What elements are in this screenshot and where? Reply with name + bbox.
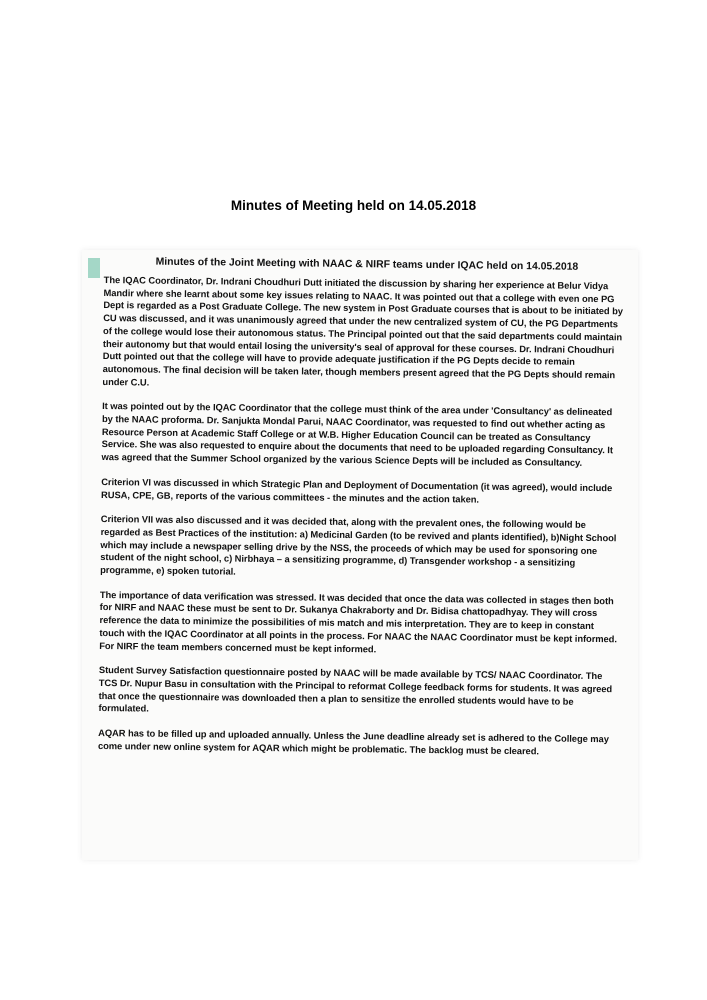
- paragraph-aqar: AQAR has to be filled up and uploaded annually. Unless the June deadline already set is adhered to the College may come under new online system for AQAR which might be problematic. The backlog must be cleared.: [97, 728, 609, 757]
- paragraph-pg-departments: The IQAC Coordinator, Dr. Indrani Choudhuri Dutt initiated the discussion by sharing her experience at Belur Vidya Mandir where she learnt about some key issues relating to NAAC. It was pointed out that a college with even one PG Dept is regarded as a Post Graduate College. The new system in Post Graduate courses that is about to be initiated by CU was discussed, and it was unanimously agreed that under the new centralized system of CU, the PG Departments of the college would lose their autonomous status. The Principal pointed out that the said departments could maintain their autonomy but that would entail losing the university's seal of approval for these courses. Dr. Indrani Choudhuri Dutt pointed out that the college will have to provide adequate justification if the PG Depts decide to remain autonomous. The final decision will be taken later, though members present agreed that the PG Depts should remain under C.U.: [102, 274, 624, 388]
- paragraph-consultancy: It was pointed out by the IQAC Coordinator that the college must think of the area under 'Consultancy' as delineated by the NAAC proforma. Dr. Sanjukta Mondal Parui, NAAC Coordinator, was requested to find out whether acting as Resource Person at Academic Staff College or at W.B. Higher Education Council can be treated as Consultancy Service. She was also requested to enquire about the documents that need to be uploaded regarding Consultancy. It was agreed that the Summer School organized by the various Science Depts will be included as Consultancy.: [101, 401, 614, 468]
- page-title: Minutes of Meeting held on 14.05.2018: [230, 198, 477, 213]
- scanned-document-body: [98, 256, 626, 771]
- scan-document-title: Minutes of the Joint Meeting with NAAC & NIRF teams under IQAC held on 14.05.2018: [155, 256, 579, 273]
- paragraph-criterion-vii: Criterion VII was also discussed and it was decided that, along with the prevalent ones, the following would be regarded as Best Practices of the institution: a) Medicinal Garden (to be revived and plants identified), b)Night School which may include a newspaper selling drive by the NSS, the proceeds of which may be used for sponsoring one student of the night school, c) Nirbhaya – a sensitizing programme, d) Transgender workshop - a sensitizing programme, e) spoken tutorial.: [100, 514, 617, 577]
- paragraph-student-survey: Student Survey Satisfaction questionnaire posted by NAAC will be made available by TCS/ NAAC Coordinator. The TCS Dr. Nupur Basu in consultation with the Principal to reformat College feedback forms for students. It was agreed that once the questionnaire was downloaded then a plan to sensitize the enrolled students would have to be formulated.: [98, 665, 613, 714]
- paragraph-criterion-vi: Criterion VI was discussed in which Strategic Plan and Deployment of Documentation (it was agreed), would include RUSA, CPE, GB, reports of the various committees - the minutes and the action taken.: [101, 476, 613, 505]
- scanned-minutes-document: [82, 250, 638, 860]
- highlight-tab-marker: [88, 258, 100, 278]
- paragraph-data-verification: The importance of data verification was stressed. It was decided that once the data was collected in stages then both for NIRF and NAAC these must be sent to Dr. Sukanya Chakraborty and Dr. Bidisa chattopadhyay. They will cross reference the data to minimize the possibilities of mis match and mis interpretation. They are to keep in constant touch with the IQAC Coordinator at all points in the process. For NAAC the NAAC Coordinator must be kept informed. For NIRF the team members concerned must be kept informed.: [99, 589, 617, 654]
